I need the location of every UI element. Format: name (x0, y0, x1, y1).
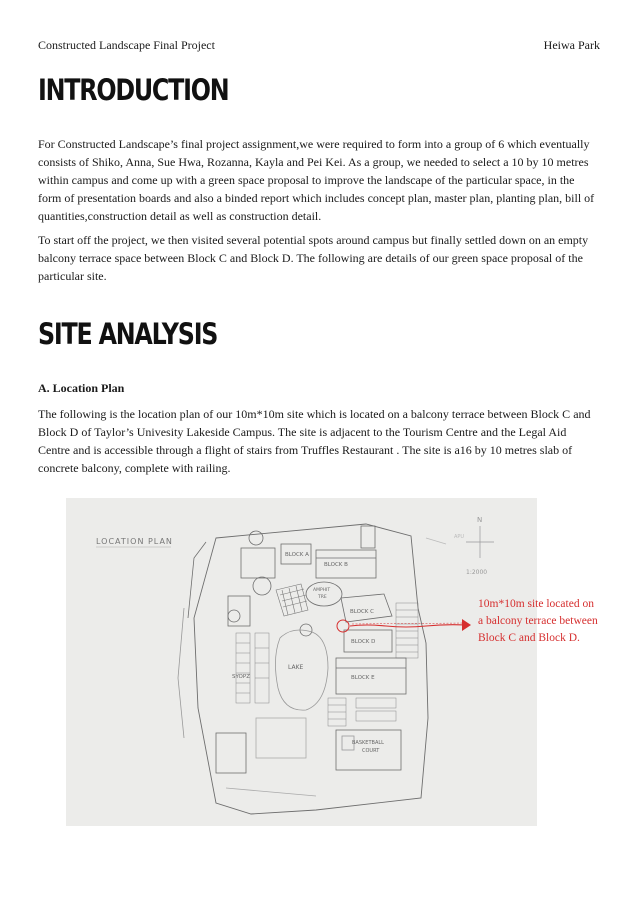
label-block-a: BLOCK A (285, 552, 309, 558)
campus-outline (194, 524, 428, 814)
site-annotation: 10m*10m site located on a balcony terrace between Block C and Block D. (478, 598, 598, 644)
sketch-title: LOCATION PLAN (96, 537, 173, 546)
amphitheatre-grid (276, 584, 308, 616)
label-apu: APU (454, 534, 465, 540)
site-marker (337, 620, 349, 632)
label-basketball-2: COURT (362, 748, 380, 754)
label-north: N (477, 516, 483, 524)
page-header (38, 38, 600, 56)
label-block-d: BLOCK D (351, 639, 376, 645)
label-syopz: SYOPZ (232, 674, 250, 680)
label-amphi-1: AMPHIT (313, 588, 331, 593)
introduction-paragraph-1: For Constructed Landscape’s final project assignment,we were required to form into a group of 6 which eventually consists of Shiko, Anna, Sue Hwa, Rozanna, Kayla and Pei Kei. As a group, we needed to select a 10 by 10 metres within campus and come up with a green space proposal to improve the landscape of the particular space, in the form of presentation boards and also a binded report which includes concept plan, master plan, planting plan, bill of quantities,construction detail as well as construction detail. (38, 137, 595, 223)
north-arrow-icon (466, 526, 494, 558)
label-lake: LAKE (288, 664, 304, 671)
block-c (341, 594, 392, 622)
introduction-paragraph-2: To start off the project, we then visited several potential spots around campus but finally settled down on an empty balcony terrace space between Block C and Block D. The following are details of our green space proposal of the particular site. (38, 233, 589, 283)
header-project-name: Heiwa Park (543, 38, 600, 52)
site-analysis-paragraph: The following is the location plan of our 10m*10m site which is located on a balcony terrace between Block C and Block D of Taylor’s Univesity Lakeside Campus. The site is adjacent to the Tourism Centre and the Legal Aid Centre and is accessible through a flight of stairs from Truffles Restaurant . The site is a16 by 10 metres slab of concrete balcony, complete with railing. (38, 407, 591, 475)
label-scale: 1:2000 (466, 569, 488, 576)
site-arrow (350, 619, 471, 631)
location-plan-sketch (66, 498, 537, 826)
label-block-b: BLOCK B (324, 562, 348, 568)
site-analysis-heading: SITE ANALYSIS (38, 317, 218, 351)
label-block-e: BLOCK E (351, 675, 375, 681)
introduction-heading: INTRODUCTION (38, 73, 229, 107)
label-block-c: BLOCK C (350, 609, 375, 615)
label-amphi-2: TRE (318, 595, 327, 600)
label-basketball-1: BASKETBALL (352, 740, 384, 746)
location-plan-subheading: A. Location Plan (38, 381, 125, 395)
header-project-title: Constructed Landscape Final Project (38, 38, 215, 52)
